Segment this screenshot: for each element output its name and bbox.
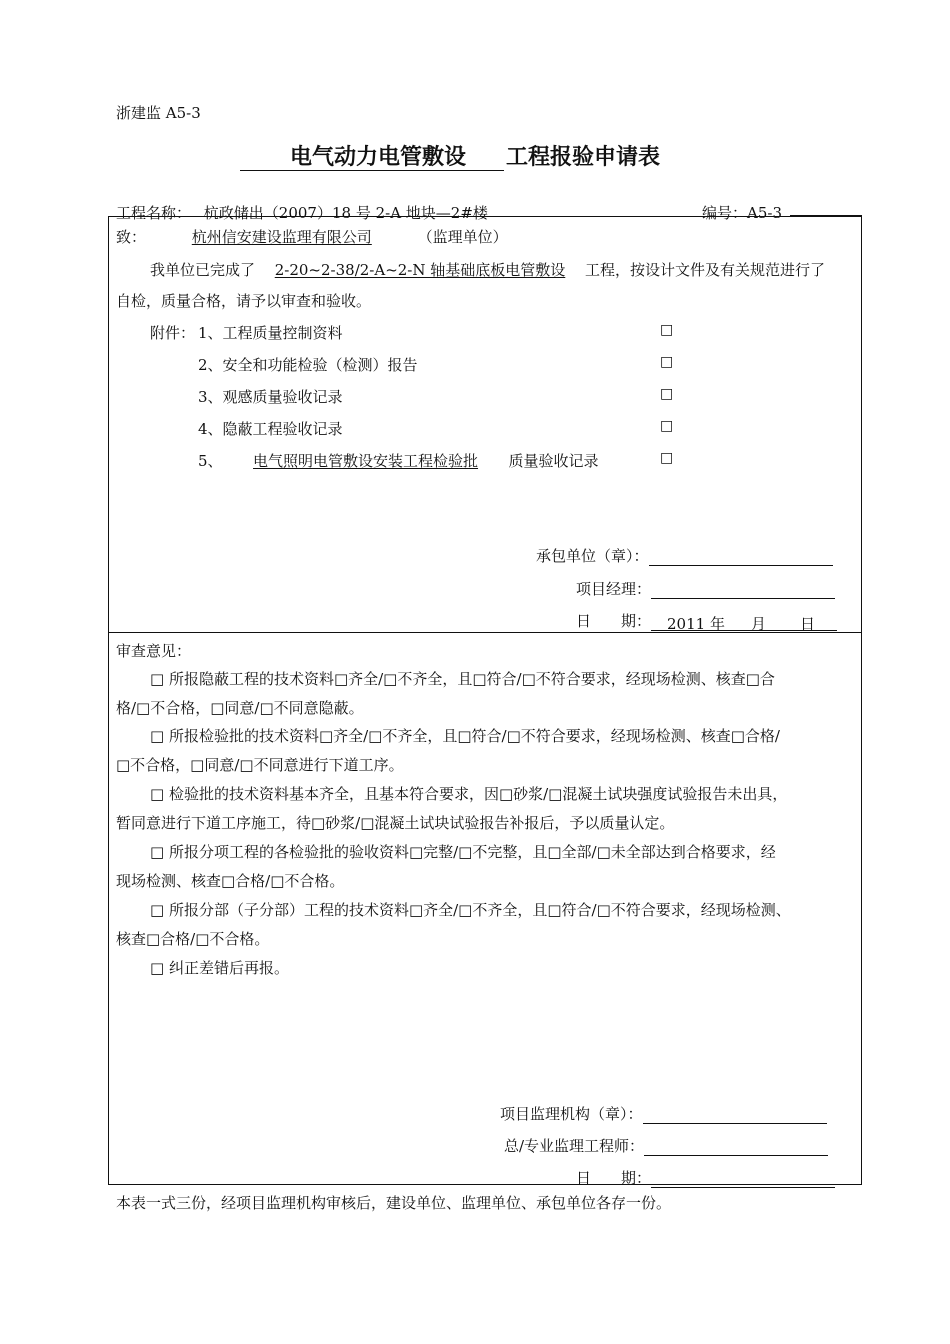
attachment-item-5-blank: 电气照明电管敷设安装工程检验批	[253, 452, 479, 470]
review-item-3-line-2: 暂同意进行下道工序施工，待□砂浆/□混凝土试块试验报告补报后，予以质量认定。	[116, 814, 675, 832]
project-label: 工程名称：	[116, 204, 192, 222]
project-name: 杭政储出（2007）18 号 2-A 地块—2#楼	[203, 204, 488, 222]
attachment-checkbox-3[interactable]: □	[660, 386, 674, 402]
work-item: 2-20~2-38/2-A~2-N 轴基础底板电管敷设	[274, 261, 566, 279]
supervision-date-row	[576, 1167, 835, 1188]
contractor-unit-row	[536, 545, 833, 566]
attachment-item-3: 3、观感质量验收记录	[198, 388, 343, 406]
review-item-2-line-1[interactable]: □ 所报检验批的技术资料□齐全/□不齐全，且□符合/□不符合要求，经现场检测、核查□合格/	[150, 727, 780, 745]
application-suffix: 工程，按设计文件及有关规范进行了	[585, 261, 826, 279]
attachment-item-5-prefix: 5、	[198, 452, 223, 470]
review-item-2-line-2: □不合格，□同意/□不同意进行下道工序。	[116, 756, 404, 774]
supervision-engineer-row	[504, 1135, 828, 1156]
to-row	[116, 226, 508, 247]
application-line-1	[150, 259, 825, 280]
title-blank-text: 电气动力电管敷设	[289, 145, 466, 170]
section-divider	[108, 632, 862, 633]
attachment-item-1: 1、工程质量控制资料	[198, 324, 343, 342]
attachment-item-5	[198, 450, 599, 471]
supervision-company: 杭州信安建设监理有限公司	[191, 228, 372, 246]
attachment-checkbox-4[interactable]: □	[660, 418, 674, 434]
attachment-checkbox-1[interactable]: □	[660, 322, 674, 338]
contractor-date-label: 日 期：	[576, 612, 652, 630]
attachment-item-4: 4、隐蔽工程验收记录	[198, 420, 343, 438]
supervision-date-line[interactable]	[651, 1171, 835, 1188]
contractor-unit-line[interactable]	[649, 549, 833, 566]
title-suffix: 工程报验申请表	[506, 145, 661, 170]
review-item-4-line-2: 现场检测、核查□合格/□不合格。	[116, 872, 345, 890]
review-item-5-line-2: 核查□合格/□不合格。	[116, 930, 270, 948]
attachment-checkbox-2[interactable]: □	[660, 354, 674, 370]
supervision-engineer-line[interactable]	[644, 1139, 828, 1156]
to-label: 致：	[116, 228, 147, 246]
supervision-org-row	[500, 1103, 827, 1124]
supervision-role: （监理单位）	[417, 228, 508, 246]
project-manager-label: 项目经理：	[576, 580, 652, 598]
application-prefix: 我单位已完成了	[150, 261, 256, 279]
review-heading: 审查意见：	[116, 642, 192, 660]
supervision-date-label: 日 期：	[576, 1169, 652, 1187]
contractor-date-day: 日	[799, 615, 815, 633]
number-label: 编号：	[702, 204, 748, 222]
attachments-label: 附件：	[150, 324, 196, 342]
contractor-date-row	[576, 610, 837, 631]
supervision-org-label: 项目监理机构（章）：	[500, 1105, 643, 1123]
number-value: A5-3	[747, 204, 783, 222]
review-item-1-line-1[interactable]: □ 所报隐蔽工程的技术资料□齐全/□不齐全，且□符合/□不符合要求，经现场检测、核查□合	[150, 670, 775, 688]
review-item-5-line-1[interactable]: □ 所报分部（子分部）工程的技术资料□齐全/□不齐全，且□符合/□不符合要求，经现场检测、	[150, 901, 791, 919]
attachment-item-5-suffix: 质量验收记录	[508, 452, 599, 470]
contractor-date-year: 2011 年	[667, 615, 725, 633]
project-manager-line[interactable]	[651, 582, 835, 599]
contractor-unit-label: 承包单位（章）：	[536, 547, 649, 565]
review-item-1-line-2: 格/□不合格，□同意/□不同意隐蔽。	[116, 699, 364, 717]
attachment-checkbox-5[interactable]: □	[660, 450, 674, 466]
footer-note: 本表一式三份，经项目监理机构审核后，建设单位、监理单位、承包单位各存一份。	[116, 1194, 672, 1212]
form-code: 浙建监 A5-3	[116, 104, 201, 122]
title-underline	[240, 170, 504, 171]
supervision-org-line[interactable]	[643, 1107, 827, 1124]
attachment-item-2: 2、安全和功能检验（检测）报告	[198, 356, 418, 374]
application-line-2: 自检，质量合格，请予以审查和验收。	[116, 292, 372, 310]
review-item-4-line-1[interactable]: □ 所报分项工程的各检验批的验收资料□完整/□不完整，且□全部/□未全部达到合格要求，经	[150, 843, 776, 861]
contractor-date-month: 月	[750, 615, 766, 633]
review-item-6-line-1[interactable]: □ 纠正差错后再报。	[150, 959, 289, 977]
review-item-3-line-1[interactable]: □ 检验批的技术资料基本齐全，且基本符合要求，因□砂浆/□混凝土试块强度试验报告未出具，	[150, 785, 788, 803]
contractor-date-field[interactable]	[651, 613, 837, 631]
project-manager-row	[576, 578, 835, 599]
supervision-engineer-label: 总/专业监理工程师：	[504, 1137, 645, 1155]
